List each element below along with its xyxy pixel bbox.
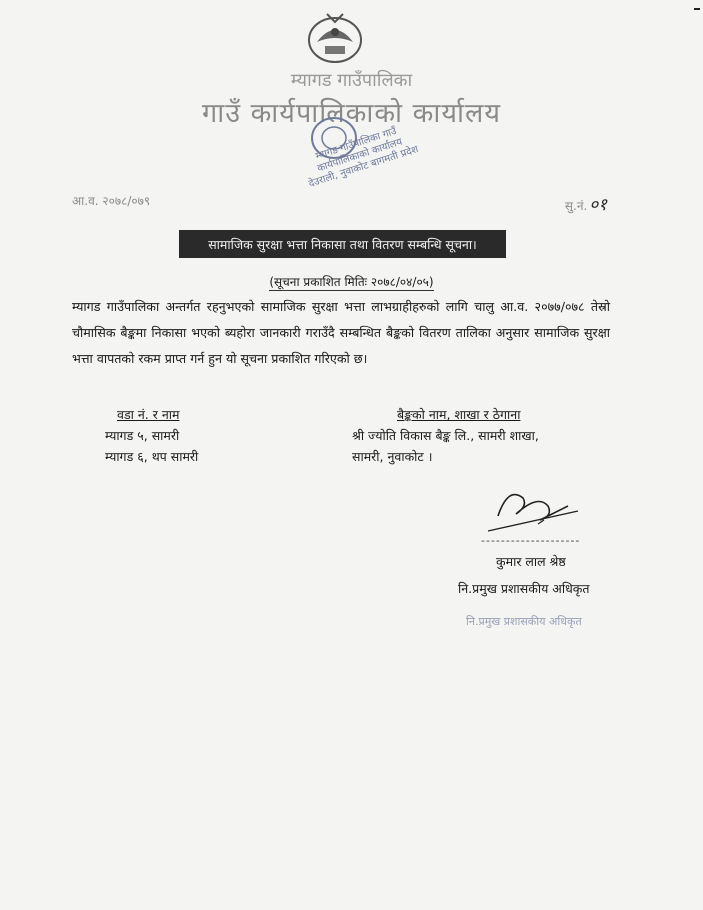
office-name: गाउँ कार्यपालिकाको कार्यालय	[202, 98, 501, 129]
published-date	[0, 273, 703, 290]
bank-line: सामरी, नुवाकोट ।	[352, 449, 433, 464]
nepal-emblem-icon	[305, 8, 365, 66]
bank-header: बैङ्कको नाम, शाखा र ठेगाना	[397, 407, 521, 422]
fiscal-year: आ.व. २०७८/०७९	[72, 194, 151, 208]
ward-column	[105, 404, 198, 467]
ref-label: सु.नं.	[564, 199, 588, 213]
notice-title	[179, 230, 506, 258]
bank-line: श्री ज्योति विकास बैङ्क लि., सामरी शाखा,	[352, 428, 539, 443]
ward-row: म्यागड ५, सामरी	[105, 428, 180, 443]
ref-value: ०१	[589, 195, 607, 215]
signer-title: नि.प्रमुख प्रशासकीय अधिकृत	[458, 581, 590, 596]
title-stamp: नि.प्रमुख प्रशासकीय अधिकृत	[466, 615, 582, 628]
bank-column	[352, 404, 539, 467]
signature-line: --------------------	[481, 534, 581, 547]
published-date-text: (सूचना प्रकाशित मितिः २०७८/०४/०५)	[269, 275, 434, 289]
notice-body: म्यागड गाउँपालिका अन्तर्गत रहनुभएको सामाजिक सुरक्षा भत्ता लाभग्राहीहरुको लागि चालु आ.व. २०७७/०७८ तेस्रो चौमासिक बैङ्कमा निकासा भएको ब्यहोरा जानकारी गराउँदै सम्बन्धित बैङ्कको वितरण तालिका अनुसार सामाजिक सुरक्षा भत्ता वापतको रकम प्राप्त गर्न हुन यो सूचना प्रकाशित गरिएको छ।	[72, 299, 610, 366]
signer-name: कुमार लाल श्रेष्ठ	[496, 554, 566, 569]
office-seal-text: म्यागड गाउँपालिका गाउँ कार्यपालिकाको कार्यालय देउराली, नुवाकोट बागमती प्रदेश	[307, 125, 420, 190]
ward-row: म्यागड ६, थप सामरी	[105, 449, 199, 464]
corner-mark	[694, 8, 700, 10]
notice-title-text: सामाजिक सुरक्षा भत्ता निकासा तथा वितरण सम्बन्धि सूचना।	[208, 236, 477, 252]
ward-header: वडा नं. र नाम	[117, 407, 180, 422]
reference-number	[565, 192, 607, 215]
municipality-name: म्यागड गाउँपालिका	[290, 70, 413, 91]
